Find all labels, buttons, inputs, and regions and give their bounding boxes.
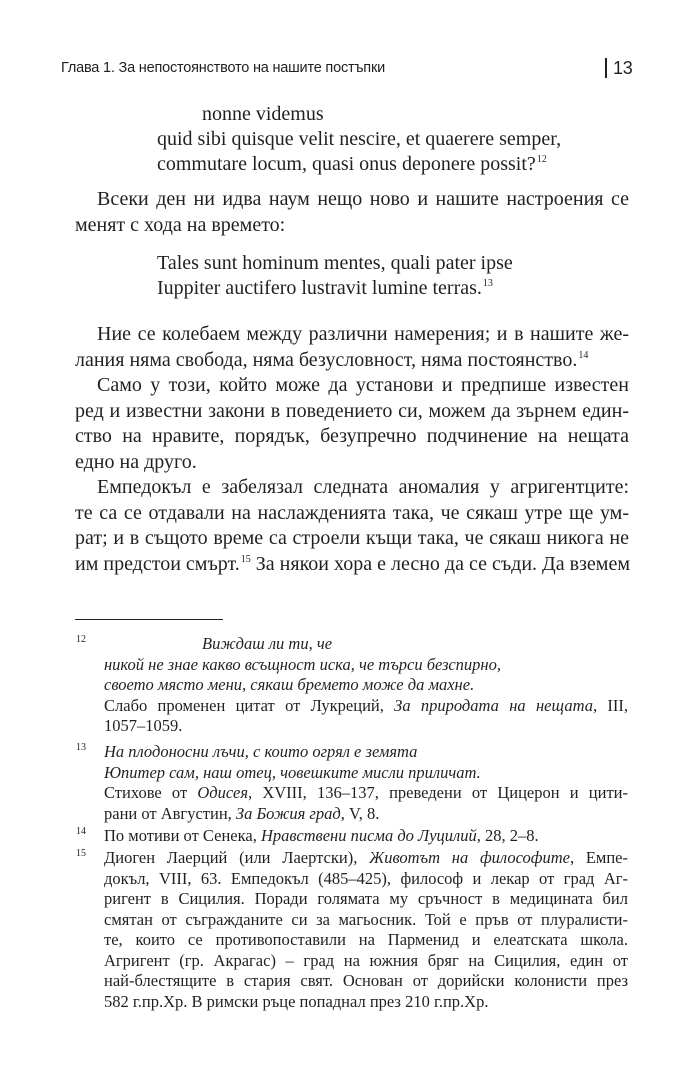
footnote-number: 13 bbox=[76, 742, 86, 753]
footnote-separator bbox=[75, 619, 223, 620]
footnote-number: 15 bbox=[76, 848, 86, 859]
text-line: Емпедокъл е забелязал следната аномалия у агригентците: bbox=[97, 476, 629, 498]
paragraph-3 bbox=[75, 373, 629, 475]
footnote-verse-line: Виждаш ли ти, че bbox=[202, 634, 333, 653]
footnote-line: ригент в Сицилия. Поради голямата му сръчност в медицината бил bbox=[104, 889, 628, 908]
text-line: Ние се колебаем между различни намерения; и в нашите же- bbox=[97, 323, 629, 345]
latin-verse-quote-1 bbox=[157, 102, 561, 177]
text-line: те са се отдавали на наслажденията така, че сякаш утре ще ум- bbox=[75, 501, 629, 524]
footnote-body bbox=[104, 742, 628, 824]
chapter-title: Глава 1. За непостоянството на нашите постъпки bbox=[61, 60, 385, 76]
header-divider bbox=[605, 58, 607, 78]
text-line: им предстои смърт.$^{15}$ За някои хора е лесно да се съди. Да вземем bbox=[75, 552, 630, 575]
footnote-verse-line: Юпитер сам, наш отец, човешките мисли приличат. bbox=[104, 762, 481, 782]
footnote-verse-line: своето място мени, сякаш бремето може да махне. bbox=[104, 675, 475, 694]
footnote-line: смятан от съгражданите си за магьосник. Той е пръв от плуралисти- bbox=[104, 909, 628, 929]
latin-verse-quote-2 bbox=[157, 251, 513, 301]
footnote-line: докъл, VIII, 63. Емпедокъл (485–425), философ и лекар от град Аг- bbox=[104, 868, 628, 888]
footnote-ref-13[interactable]: 13 bbox=[482, 278, 493, 289]
running-head bbox=[61, 58, 633, 80]
text-line: Всеки ден ни идва наум нещо ново и нашите настроения се bbox=[97, 188, 629, 210]
footnote-number: 12 bbox=[76, 634, 86, 645]
paragraph-4 bbox=[75, 475, 629, 577]
verse-line: Tales sunt hominum mentes, quali pater ipse bbox=[157, 252, 513, 274]
footnote-source-line: Стихове от Одисея, XVIII, 136–137, преведени от Цицерон и цити- bbox=[104, 783, 628, 802]
verse-line: Iuppiter auctifero lustravit lumine terras.$^{13}$ bbox=[157, 277, 493, 299]
footnote-line: те, които се противопоставили на Парменид и елеатската школа. bbox=[104, 930, 628, 949]
footnote-source-line: 1057–1059. bbox=[104, 716, 183, 735]
footnote-source-line: рани от Августин, За Божия град, V, 8. bbox=[104, 803, 380, 823]
footnote-body bbox=[104, 634, 628, 737]
text-line: ство на нравите, порядък, безупречно подчинение на нещата bbox=[75, 425, 629, 447]
footnote-verse-line: никой не знае какво всъщност иска, че търси безспирно, bbox=[104, 654, 501, 674]
text-line: менят с хода на времето: bbox=[75, 213, 286, 236]
text-line: едно на друго. bbox=[75, 450, 197, 473]
footnote-line: най-блестящите в стария свят. Основан от дорийски колонисти през bbox=[104, 971, 628, 990]
footnote-body bbox=[104, 826, 628, 847]
footnote-ref-12[interactable]: 12 bbox=[536, 154, 547, 165]
footnote-line: 582 г.пр.Хр. В римски ръце попаднал през 210 г.пр.Хр. bbox=[104, 991, 489, 1011]
verse-line: nonne videmus bbox=[202, 103, 324, 125]
paragraph-1 bbox=[75, 187, 629, 238]
paragraph-2 bbox=[75, 322, 629, 373]
text-line: Само у този, който може да установи и предпише известен bbox=[97, 374, 629, 396]
footnote-line: Агригент (гр. Акрагас) – град на южния бряг на Сицилия, един от bbox=[104, 950, 628, 970]
page-number: 13 bbox=[613, 58, 633, 78]
footnote-body bbox=[104, 848, 628, 1012]
footnote-source-line: Слабо променен цитат от Лукреций, За природата на нещата, III, bbox=[104, 695, 628, 715]
footnote-ref-15[interactable]: 15 bbox=[240, 553, 251, 565]
text-line: ред и известни закони в поведението си, можем да зърнем един- bbox=[75, 399, 629, 422]
verse-line: commutare locum, quasi onus deponere possit?$^{12}$ bbox=[157, 153, 547, 175]
footnote-ref-14[interactable]: 14 bbox=[578, 349, 589, 361]
footnote-verse-line: На плодоносни лъчи, с които огрял е земята bbox=[104, 742, 418, 761]
verse-line: quid sibi quisque velit nescire, et quaerere semper, bbox=[157, 128, 562, 150]
footnote-line: Диоген Лаерций (или Лаертски), Животът на философите, Емпе- bbox=[104, 848, 628, 867]
footnote-number: 14 bbox=[76, 826, 86, 837]
text-line: лания няма свобода, няма безусловност, няма постоянство.$^{14}$ bbox=[75, 348, 589, 371]
footnote-line: По мотиви от Сенека, Нравствени писма до Луцилий, 28, 2–8. bbox=[104, 826, 539, 845]
text-line: рат; и в същото време са строели къщи така, че сякаш никога не bbox=[75, 527, 629, 549]
